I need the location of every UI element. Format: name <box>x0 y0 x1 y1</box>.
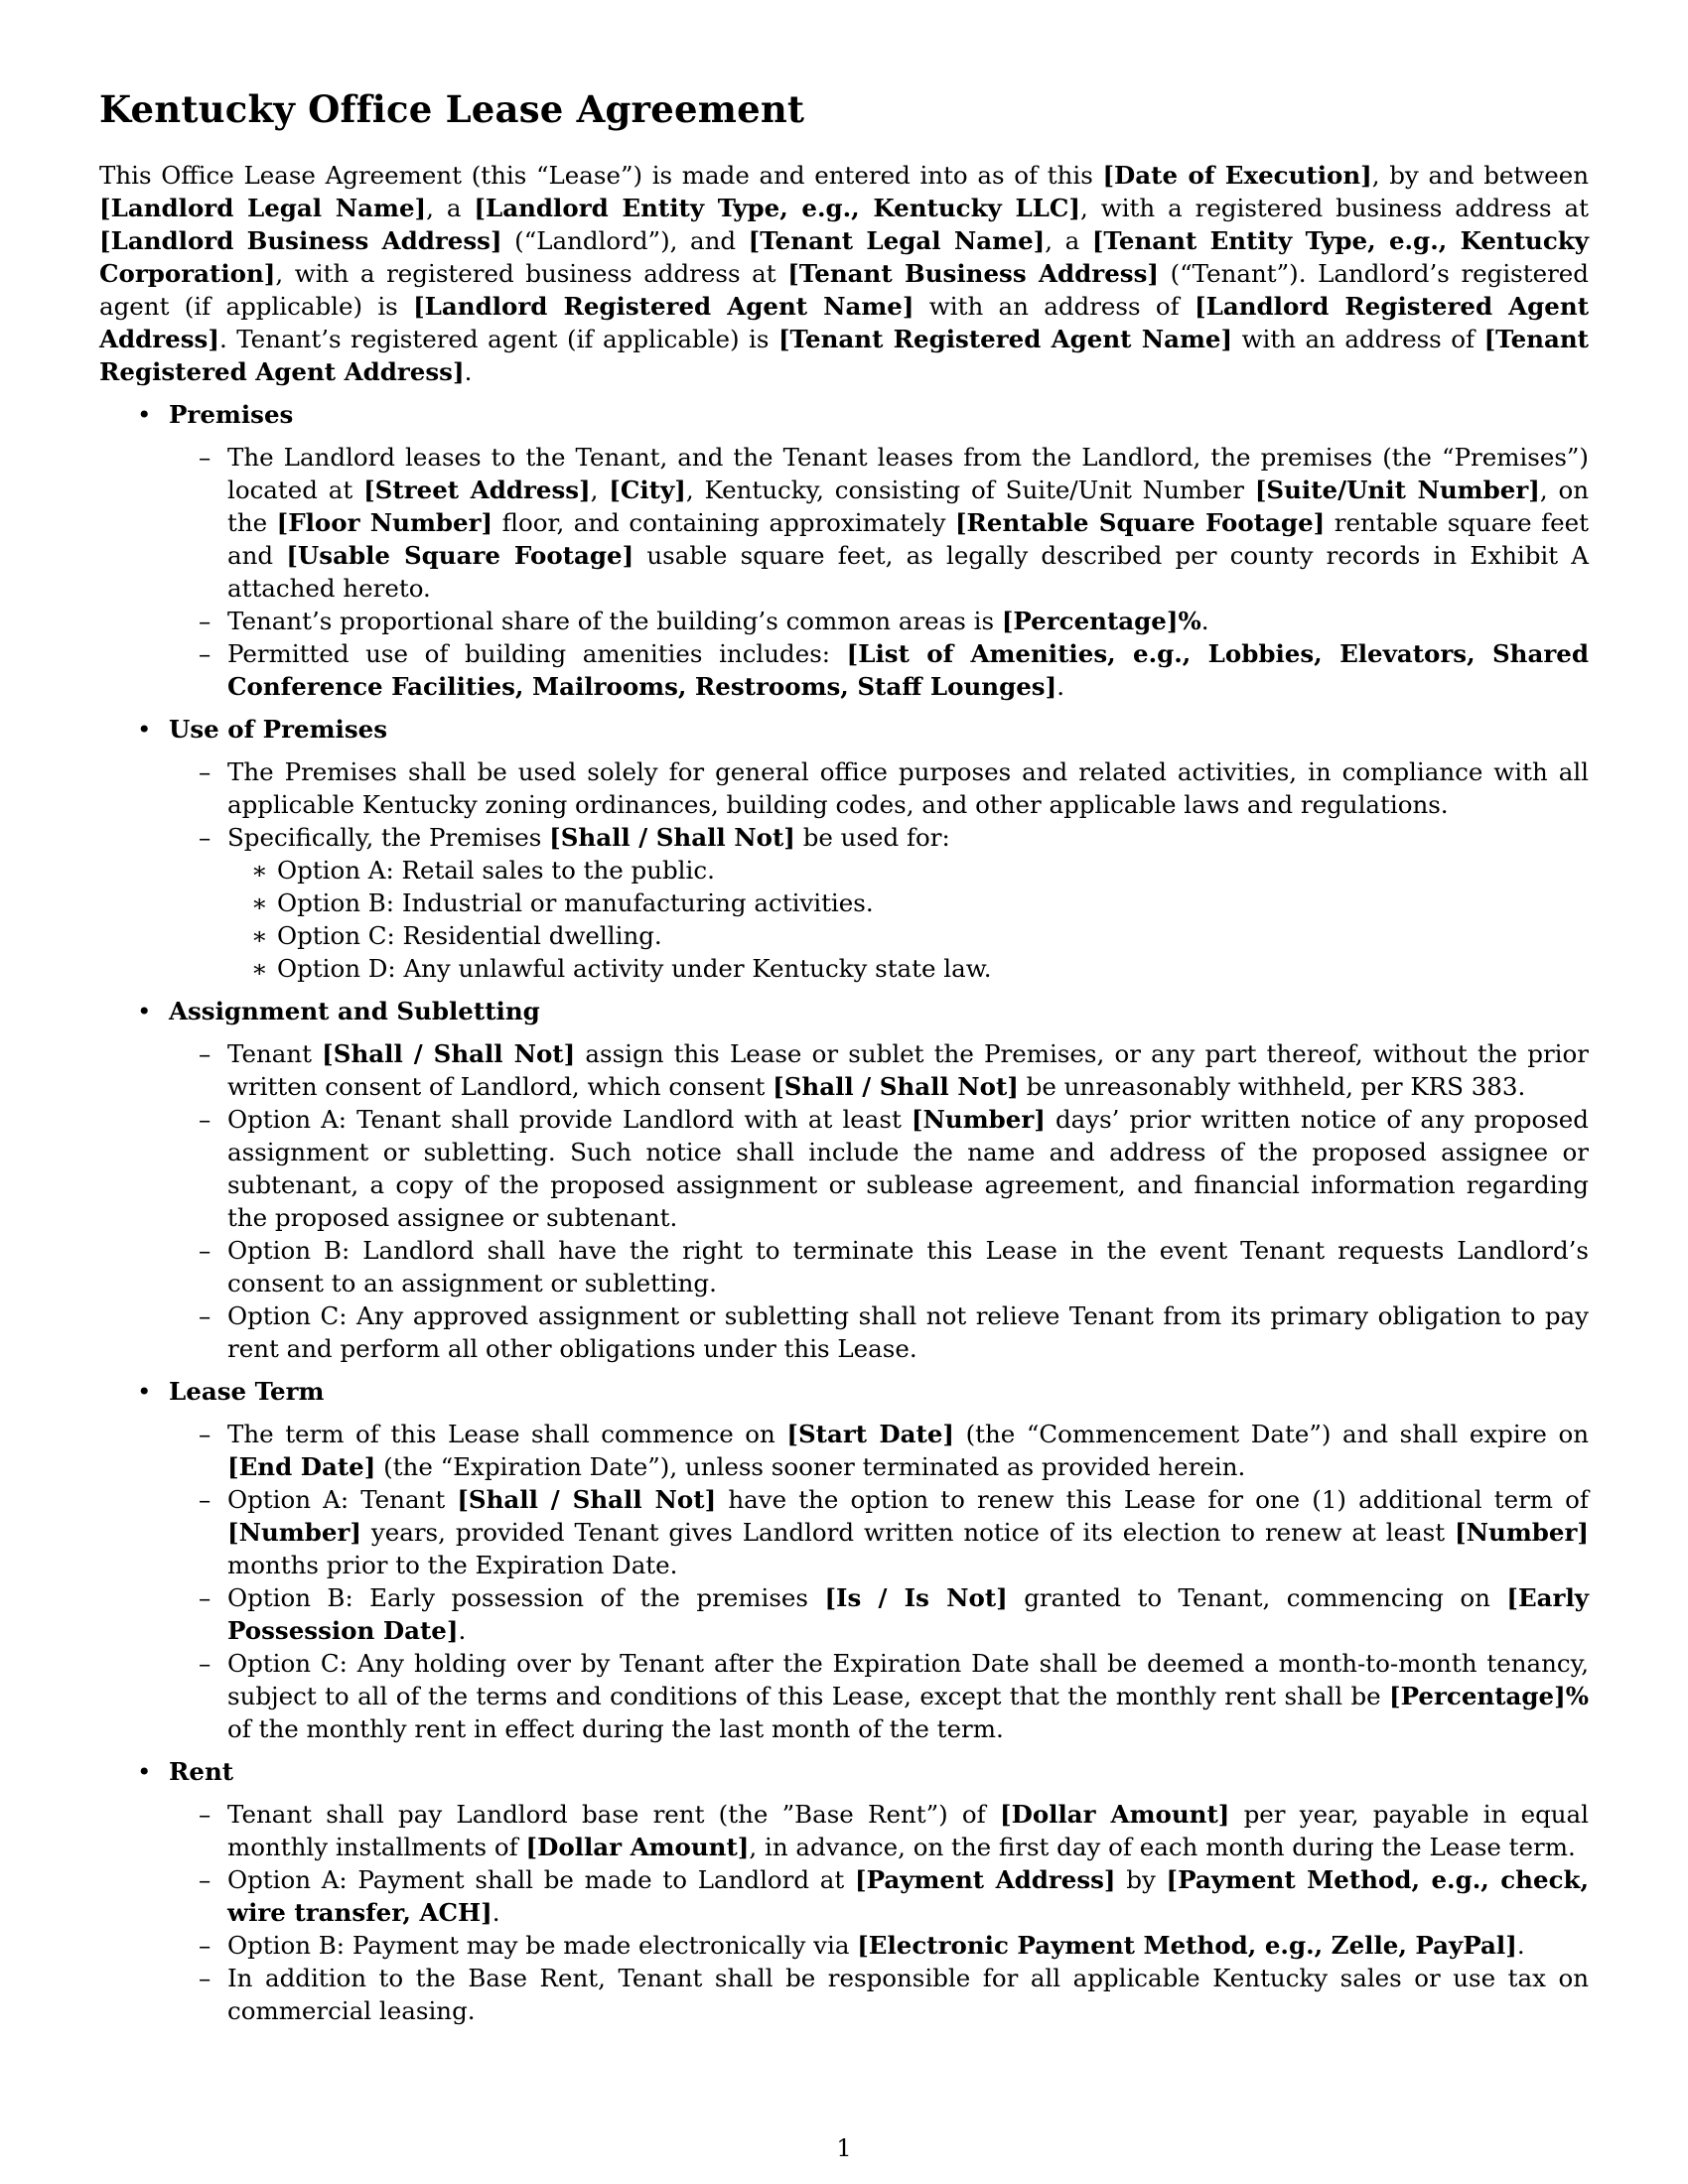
section-item <box>99 995 1589 1365</box>
intro-paragraph <box>99 159 1589 388</box>
text-run: Tenant shall pay Landlord base rent (the ”Base Rent”) of <box>227 1800 1000 1829</box>
text-run: Option B: Landlord shall have the right to terminate this Lease in the event Tenant requests Landlord’s consent to an assignment or subletting. <box>227 1236 1589 1297</box>
section-title: • Rent <box>169 1757 234 1786</box>
placeholder-field: [Suite/Unit Number] <box>1254 476 1540 504</box>
option-item: ∗ Option C: Residential dwelling. <box>227 919 1589 952</box>
option-item: ∗ Option B: Industrial or manufacturing activities. <box>227 887 1589 919</box>
placeholder-field: [Floor Number] <box>276 508 493 537</box>
section-title: • Lease Term <box>169 1377 325 1406</box>
text-run: with an address of <box>1232 325 1484 353</box>
clause-item <box>169 1418 1589 1483</box>
clause-item <box>169 1581 1589 1647</box>
text-run: . <box>1200 607 1209 635</box>
placeholder-field: [Shall / Shall Not] <box>549 823 795 852</box>
text-run: per year, payable in equal monthly installments of <box>227 1800 1589 1861</box>
text-run: (the “Expiration Date”), unless sooner terminated as provided herein. <box>375 1452 1246 1481</box>
text-run: Option B: Early possession of the premises <box>227 1583 825 1612</box>
placeholder-field: [Dollar Amount] <box>525 1833 750 1861</box>
placeholder-field: [Number] <box>1455 1518 1589 1547</box>
text-run: , by and between <box>1371 161 1589 190</box>
text-run: months prior to the Expiration Date. <box>227 1551 678 1579</box>
placeholder-field: [List of Amenities, e.g., Lobbies, Elevators, Shared Conference Facilities, Mailrooms, Restrooms, Staff Lounges] <box>227 639 1589 701</box>
text-run: rentable square feet and <box>227 508 1589 570</box>
text-run: . <box>1056 672 1064 701</box>
placeholder-field: [Is / Is Not] <box>824 1583 1008 1612</box>
text-run: (“Tenant”). Landlord’s registered agent (if applicable) is <box>99 259 1589 321</box>
placeholder-field: [Landlord Entity Type, e.g., Kentucky LLC] <box>474 194 1081 222</box>
placeholder-field: [Start Date] <box>786 1420 955 1448</box>
text-run: Option A: Tenant <box>227 1485 458 1514</box>
section-item <box>99 398 1589 703</box>
placeholder-field: [Street Address] <box>363 476 591 504</box>
placeholder-field: [Payment Method, e.g., check, wire transfer, ACH] <box>227 1865 1589 1927</box>
text-run: Option A: Payment shall be made to Landlord at <box>227 1865 855 1894</box>
text-run: usable square feet, as legally described per county records in Exhibit A attached hereto. <box>227 541 1589 603</box>
text-run: Specifically, the Premises <box>227 823 550 852</box>
clause-item <box>169 1234 1589 1299</box>
text-run: be unreasonably withheld, per KRS 383. <box>1018 1072 1526 1101</box>
text-run: The term of this Lease shall commence on <box>227 1420 787 1448</box>
section-list <box>99 398 1589 2027</box>
placeholder-field: [Tenant Legal Name] <box>748 226 1046 255</box>
section-item <box>99 1375 1589 1745</box>
clause-list <box>169 441 1589 703</box>
document-title: Kentucky Office Lease Agreement <box>99 87 805 131</box>
placeholder-field: [Tenant Registered Agent Address] <box>99 325 1589 386</box>
section-item <box>99 1755 1589 2027</box>
clause-item <box>169 821 1589 985</box>
text-run: floor, and containing approximately <box>492 508 955 537</box>
document-page <box>99 87 1589 2037</box>
clause-item <box>169 1483 1589 1581</box>
placeholder-field: [Shall / Shall Not] <box>457 1485 717 1514</box>
text-run: by <box>1115 1865 1167 1894</box>
clause-item <box>169 1962 1589 2027</box>
section-title: • Use of Premises <box>169 715 388 744</box>
text-run: Option C: Any holding over by Tenant after the Expiration Date shall be deemed a month-to-month tenancy, subject to all of the terms and conditions of this Lease, except that the monthly rent shall be <box>227 1649 1589 1710</box>
text-run: Option B: Payment may be made electronically via <box>227 1931 858 1960</box>
clause-item <box>169 1863 1589 1929</box>
placeholder-field: [Early Possession Date] <box>227 1583 1589 1645</box>
clause-list <box>169 1798 1589 2027</box>
text-run: , Kentucky, consisting of Suite/Unit Number <box>685 476 1255 504</box>
text-run: Option A: Tenant shall provide Landlord with at least <box>227 1105 912 1134</box>
text-run: , with a registered business address at <box>275 259 788 288</box>
text-run: of the monthly rent in effect during the last month of the term. <box>227 1714 1004 1743</box>
placeholder-field: [Rentable Square Footage] <box>954 508 1326 537</box>
section-title: • Assignment and Subletting <box>169 997 540 1025</box>
clause-item <box>169 441 1589 605</box>
text-run: The Premises shall be used solely for general office purposes and related activities, in compliance with all applicable Kentucky zoning ordinances, building codes, and other applicable laws and regulations. <box>227 757 1589 819</box>
text-run: granted to Tenant, commencing on <box>1007 1583 1507 1612</box>
clause-item <box>169 1037 1589 1103</box>
text-run: days’ prior written notice of any proposed assignment or subletting. Such notice shall include the name and address of the proposed assignee or subtenant, a copy of the proposed assignment or sublease agreement, and financial information regarding the proposed assignee or subtenant. <box>227 1105 1589 1232</box>
placeholder-field: [Electronic Payment Method, e.g., Zelle, PayPal] <box>857 1931 1517 1960</box>
option-list <box>227 854 1589 985</box>
text-run: In addition to the Base Rent, Tenant shall be responsible for all applicable Kentucky sales or use tax on commercial leasing. <box>227 1964 1589 2025</box>
option-item: ∗ Option D: Any unlawful activity under Kentucky state law. <box>227 952 1589 985</box>
page-number: 1 <box>836 2134 852 2162</box>
text-run: , on the <box>227 476 1589 537</box>
text-run: assign this Lease or sublet the Premises, or any part thereof, without the prior written consent of Landlord, which consent <box>227 1039 1589 1101</box>
text-run: , <box>590 476 610 504</box>
placeholder-field: [Dollar Amount] <box>1000 1800 1230 1829</box>
placeholder-field: [Number] <box>227 1518 361 1547</box>
clause-item <box>169 755 1589 821</box>
text-run: , with a registered business address at <box>1080 194 1589 222</box>
text-run: years, provided Tenant gives Landlord written notice of its election to renew at least <box>360 1518 1456 1547</box>
text-run: . Tenant’s registered agent (if applicable) is <box>218 325 778 353</box>
text-run: Permitted use of building amenities includes: <box>227 639 847 668</box>
text-run: . <box>492 1898 500 1927</box>
placeholder-field: [Usable Square Footage] <box>286 541 634 570</box>
text-run: This Office Lease Agreement (this “Lease”) is made and entered into as of this <box>99 161 1103 190</box>
placeholder-field: [Date of Execution] <box>1102 161 1372 190</box>
text-run: Tenant <box>227 1039 323 1068</box>
text-run: The Landlord leases to the Tenant, and the Tenant leases from the Landlord, the premises (the “Premises”) located at <box>227 443 1589 504</box>
placeholder-field: [Shall / Shall Not] <box>322 1039 576 1068</box>
placeholder-field: [Landlord Registered Agent Address] <box>99 292 1590 353</box>
text-run: Option C: Any approved assignment or subletting shall not relieve Tenant from its primary obligation to pay rent and perform all other obligations under this Lease. <box>227 1301 1589 1363</box>
placeholder-field: [Shall / Shall Not] <box>773 1072 1019 1101</box>
text-run: (the “Commencement Date”) and shall expire on <box>954 1420 1589 1448</box>
placeholder-field: [Landlord Registered Agent Name] <box>413 292 914 321</box>
text-run: , in advance, on the first day of each month during the Lease term. <box>749 1833 1576 1861</box>
placeholder-field: [Tenant Business Address] <box>787 259 1159 288</box>
option-item: ∗ Option A: Retail sales to the public. <box>227 854 1589 887</box>
clause-list <box>169 1037 1589 1365</box>
clause-item <box>169 637 1589 703</box>
clause-item <box>169 1798 1589 1863</box>
text-run: , a <box>1045 226 1092 255</box>
text-run: (“Landlord”), and <box>501 226 749 255</box>
text-run: . <box>458 1616 467 1645</box>
placeholder-field: [Number] <box>911 1105 1046 1134</box>
text-run: with an address of <box>914 292 1196 321</box>
text-run: . <box>1516 1931 1525 1960</box>
placeholder-field: [Percentage]% <box>1001 607 1201 635</box>
placeholder-field: [Tenant Entity Type, e.g., Kentucky Corporation] <box>99 226 1589 288</box>
clause-item <box>169 1929 1589 1962</box>
placeholder-field: [City] <box>609 476 686 504</box>
clause-item <box>169 1299 1589 1365</box>
section-title: • Premises <box>169 400 294 429</box>
placeholder-field: [Payment Address] <box>854 1865 1116 1894</box>
text-run: be used for: <box>794 823 950 852</box>
placeholder-field: [Landlord Business Address] <box>99 226 502 255</box>
text-run: , a <box>426 194 475 222</box>
text-run: Tenant’s proportional share of the building’s common areas is <box>227 607 1002 635</box>
text-run: . <box>464 357 473 386</box>
clause-item <box>169 1647 1589 1745</box>
clause-list <box>169 755 1589 985</box>
placeholder-field: [Tenant Registered Agent Name] <box>777 325 1233 353</box>
placeholder-field: [Percentage]% <box>1389 1682 1589 1710</box>
clause-item <box>169 1103 1589 1234</box>
placeholder-field: [Landlord Legal Name] <box>99 194 427 222</box>
text-run: have the option to renew this Lease for one (1) additional term of <box>716 1485 1589 1514</box>
clause-item <box>169 605 1589 637</box>
clause-list <box>169 1418 1589 1745</box>
placeholder-field: [End Date] <box>227 1452 376 1481</box>
section-item <box>99 713 1589 985</box>
